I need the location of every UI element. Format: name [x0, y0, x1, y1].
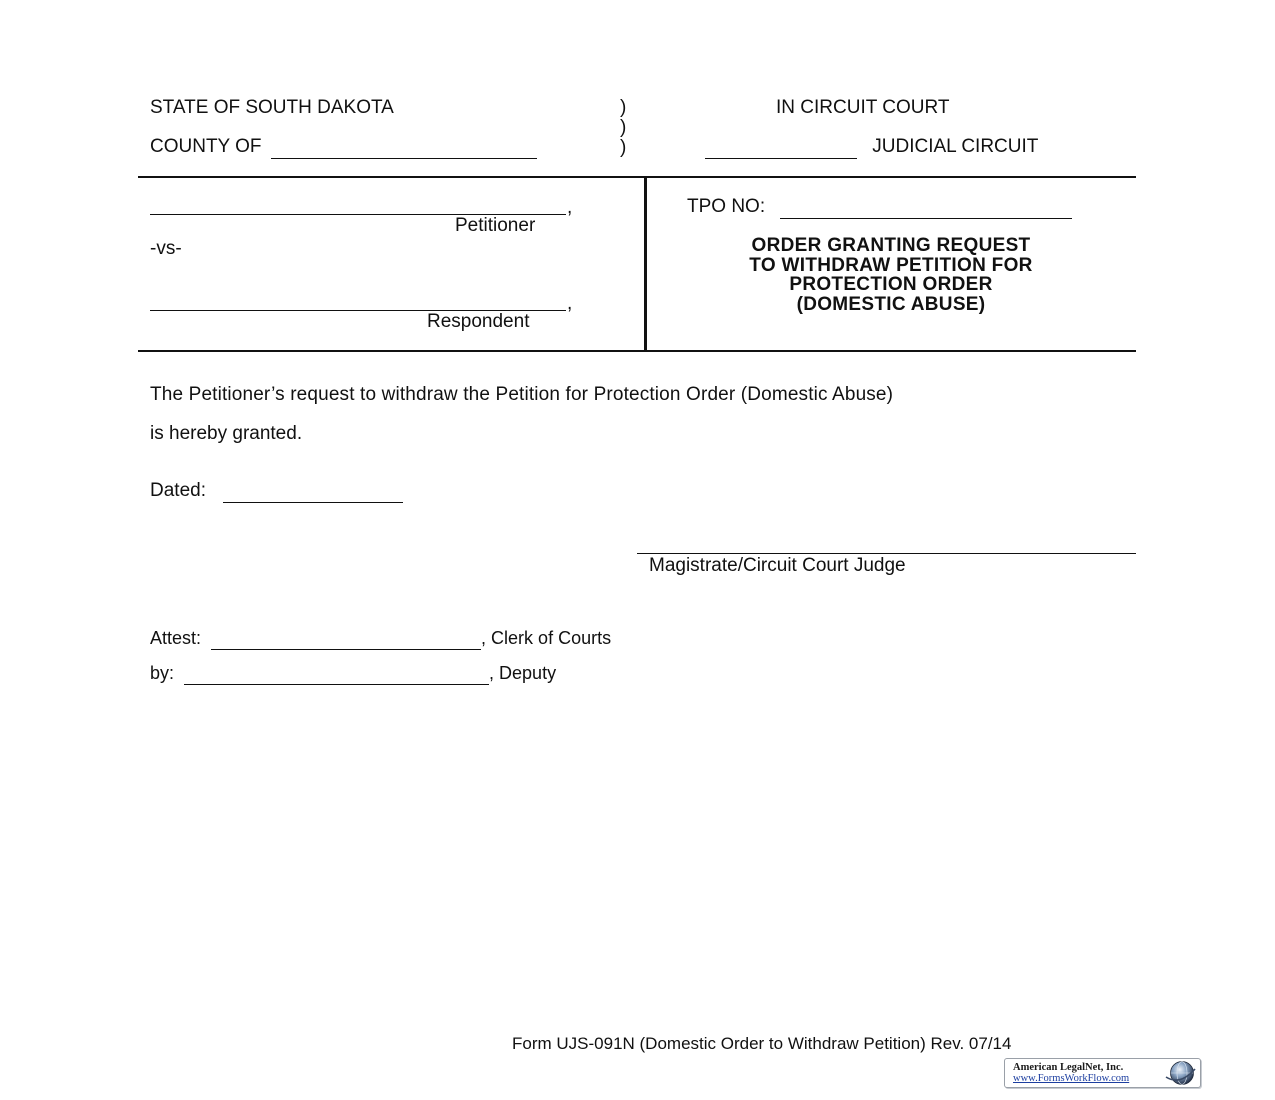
order-body-line: The Petitioner’s request to withdraw the Petition for Protection Order (Domestic Abuse): [150, 384, 894, 405]
dated-field[interactable]: [223, 480, 403, 503]
caption-paren: ): [620, 117, 627, 138]
judicial-circuit-label: JUDICIAL CIRCUIT: [872, 136, 1039, 157]
deputy-label: , Deputy: [489, 663, 557, 683]
tpo-number-field[interactable]: [780, 196, 1072, 219]
order-title-line: (DOMESTIC ABUSE): [796, 293, 986, 315]
dated-label: Dated:: [150, 480, 206, 501]
judge-signature-label: Magistrate/Circuit Court Judge: [649, 555, 906, 576]
clerk-name-field[interactable]: [211, 628, 481, 650]
judge-signature-line[interactable]: [637, 553, 1136, 554]
petitioner-label: Petitioner: [455, 215, 536, 236]
petitioner-comma: ,: [567, 197, 573, 218]
state-caption: STATE OF SOUTH DAKOTA: [150, 97, 394, 118]
tpo-number-label: TPO NO:: [687, 196, 766, 217]
court-caption: IN CIRCUIT COURT: [776, 97, 950, 118]
dated-row: [150, 480, 403, 503]
attest-row: [150, 628, 611, 650]
county-caption: [150, 136, 537, 159]
form-identifier: Form UJS-091N (Domestic Order to Withdraw Petition) Rev. 07/14: [512, 1034, 1012, 1053]
respondent-label: Respondent: [427, 311, 530, 332]
judicial-circuit-caption: [705, 136, 1038, 159]
versus-label: -vs-: [150, 238, 182, 259]
attest-label: Attest:: [150, 628, 202, 648]
order-title-line: ORDER GRANTING REQUEST: [751, 235, 1031, 256]
top-rule: [138, 176, 1136, 178]
american-legalnet-logo[interactable]: [1004, 1058, 1201, 1088]
order-title-line: TO WITHDRAW PETITION FOR: [749, 254, 1033, 276]
globe-icon: [1163, 1060, 1197, 1086]
deputy-name-field[interactable]: [184, 663, 489, 685]
county-label: COUNTY OF: [150, 136, 262, 157]
order-title: [647, 236, 1135, 314]
by-label: by:: [150, 663, 175, 683]
clerk-label: , Clerk of Courts: [481, 628, 612, 648]
county-field[interactable]: [271, 136, 537, 159]
deputy-row: [150, 663, 556, 685]
order-title-line: PROTECTION ORDER: [789, 274, 993, 295]
order-body-line: is hereby granted.: [150, 423, 303, 444]
circuit-number-field[interactable]: [705, 136, 857, 159]
caption-paren: ): [620, 137, 627, 158]
bottom-rule: [138, 350, 1136, 352]
caption-paren: ): [620, 97, 627, 118]
logo-company-name: American LegalNet, Inc.: [1013, 1062, 1124, 1073]
tpo-number-row: [687, 196, 1072, 219]
logo-url-link[interactable]: www.FormsWorkFlow.com: [1013, 1073, 1130, 1084]
respondent-comma: ,: [567, 293, 573, 314]
